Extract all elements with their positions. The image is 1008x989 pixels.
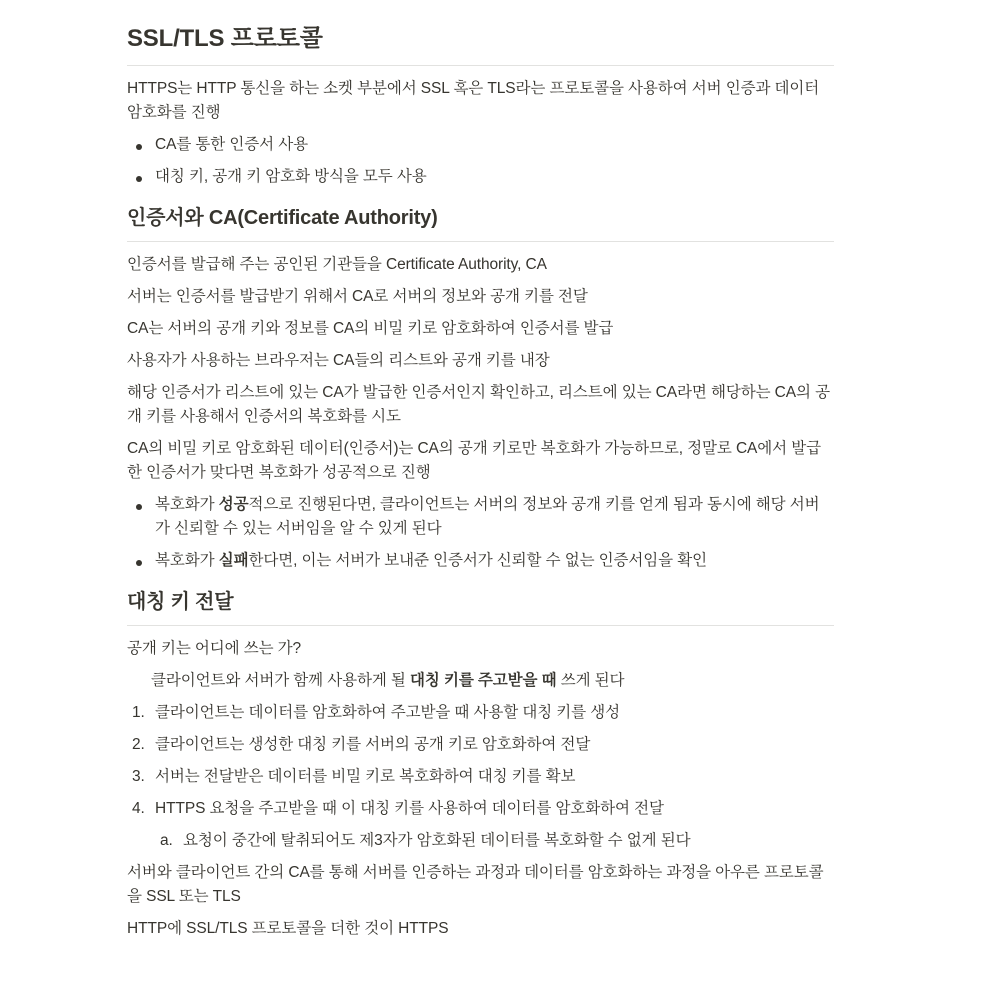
paragraph: CA의 비밀 키로 암호화된 데이터(인증서)는 CA의 공개 키로만 복호화가 가능하므로, 정말로 CA에서 발급한 인증서가 맞다면 복호화가 성공적으로 진행 — [127, 440, 821, 481]
final-paragraph: HTTP에 SSL/TLS 프로토콜을 더한 것이 HTTPS — [127, 920, 449, 937]
text-prefix: 복호화가 — [155, 552, 219, 569]
list-item — [127, 131, 834, 159]
steps-list — [127, 699, 834, 823]
list-item-success — [127, 491, 834, 543]
list-item — [127, 795, 834, 823]
intro-bullet-list — [127, 131, 834, 191]
intro-paragraph: HTTPS는 HTTP 통신을 하는 소켓 부분에서 SSL 혹은 TLS라는 프로토콜을 사용하여 서버 인증과 데이터 암호화를 진행 — [127, 80, 820, 121]
question-paragraph: 공개 키는 어디에 쓰는 가? — [127, 640, 302, 657]
section-heading-ca: 인증서와 CA(Certificate Authority) — [127, 203, 834, 242]
paragraph: 서버는 인증서를 발급받기 위해서 CA로 서버의 정보와 공개 키를 전달 — [127, 288, 588, 305]
text-suffix: 쓰게 된다 — [556, 672, 625, 689]
text-prefix: 클라이언트와 서버가 함께 사용하게 될 — [151, 672, 411, 689]
list-item-text: 클라이언트는 데이터를 암호화하여 주고받을 때 사용할 대칭 키를 생성 — [155, 704, 620, 721]
section-heading-symmetric-key: 대칭 키 전달 — [127, 587, 834, 626]
list-number: 4. — [132, 800, 145, 817]
bullet-icon — [136, 560, 142, 566]
list-item — [127, 827, 834, 855]
document-body — [127, 22, 834, 947]
list-number: 3. — [132, 768, 145, 785]
list-letter: a. — [160, 832, 173, 849]
bold-text: 성공 — [218, 496, 249, 513]
text-prefix: 복호화가 — [155, 496, 219, 513]
page-title: SSL/TLS 프로토콜 — [127, 22, 834, 66]
paragraph: CA는 서버의 공개 키와 정보를 CA의 비밀 키로 암호화하여 인증서를 발급 — [127, 320, 614, 337]
list-item — [127, 763, 834, 791]
bold-text: 대칭 키를 주고받을 때 — [410, 672, 557, 689]
list-item-text: 대칭 키, 공개 키 암호화 방식을 모두 사용 — [155, 168, 427, 185]
summary-paragraph: 서버와 클라이언트 간의 CA를 통해 서버를 인증하는 과정과 데이터를 암호화하는 과정을 아우른 프로토콜을 SSL 또는 TLS — [127, 864, 824, 905]
list-item-text: HTTPS 요청을 주고받을 때 이 대칭 키를 사용하여 데이터를 암호화하여 전달 — [155, 800, 664, 817]
decrypt-result-list — [127, 491, 834, 575]
list-number: 1. — [132, 704, 145, 721]
list-item-text: 요청이 중간에 탈취되어도 제3자가 암호화된 데이터를 복호화할 수 없게 된다 — [183, 832, 691, 849]
bullet-icon — [136, 144, 142, 150]
bullet-icon — [136, 504, 142, 510]
bullet-icon — [136, 176, 142, 182]
substeps-list — [127, 827, 834, 855]
list-item-fail — [127, 547, 834, 575]
list-item — [127, 163, 834, 191]
list-item-text: 서버는 전달받은 데이터를 비밀 키로 복호화하여 대칭 키를 확보 — [155, 768, 576, 785]
list-number: 2. — [132, 736, 145, 753]
answer-paragraph — [127, 667, 834, 695]
list-item — [127, 699, 834, 727]
paragraph: 해당 인증서가 리스트에 있는 CA가 발급한 인증서인지 확인하고, 리스트에 있는 CA라면 해당하는 CA의 공개 키를 사용해서 인증서의 복호화를 시도 — [127, 384, 830, 425]
text-suffix: 한다면, 이는 서버가 보내준 인증서가 신뢰할 수 없는 인증서임을 확인 — [248, 552, 707, 569]
list-item-text: CA를 통한 인증서 사용 — [155, 136, 308, 153]
text-suffix: 적으로 진행된다면, 클라이언트는 서버의 정보와 공개 키를 얻게 됨과 동시에 해당 서버가 신뢰할 수 있는 서버임을 알 수 있게 된다 — [155, 496, 820, 537]
list-item-text: 클라이언트는 생성한 대칭 키를 서버의 공개 키로 암호화하여 전달 — [155, 736, 591, 753]
paragraph: 인증서를 발급해 주는 공인된 기관들을 Certificate Authority, CA — [127, 256, 547, 273]
bold-text: 실패 — [218, 552, 249, 569]
paragraph: 사용자가 사용하는 브라우저는 CA들의 리스트와 공개 키를 내장 — [127, 352, 550, 369]
list-item — [127, 731, 834, 759]
